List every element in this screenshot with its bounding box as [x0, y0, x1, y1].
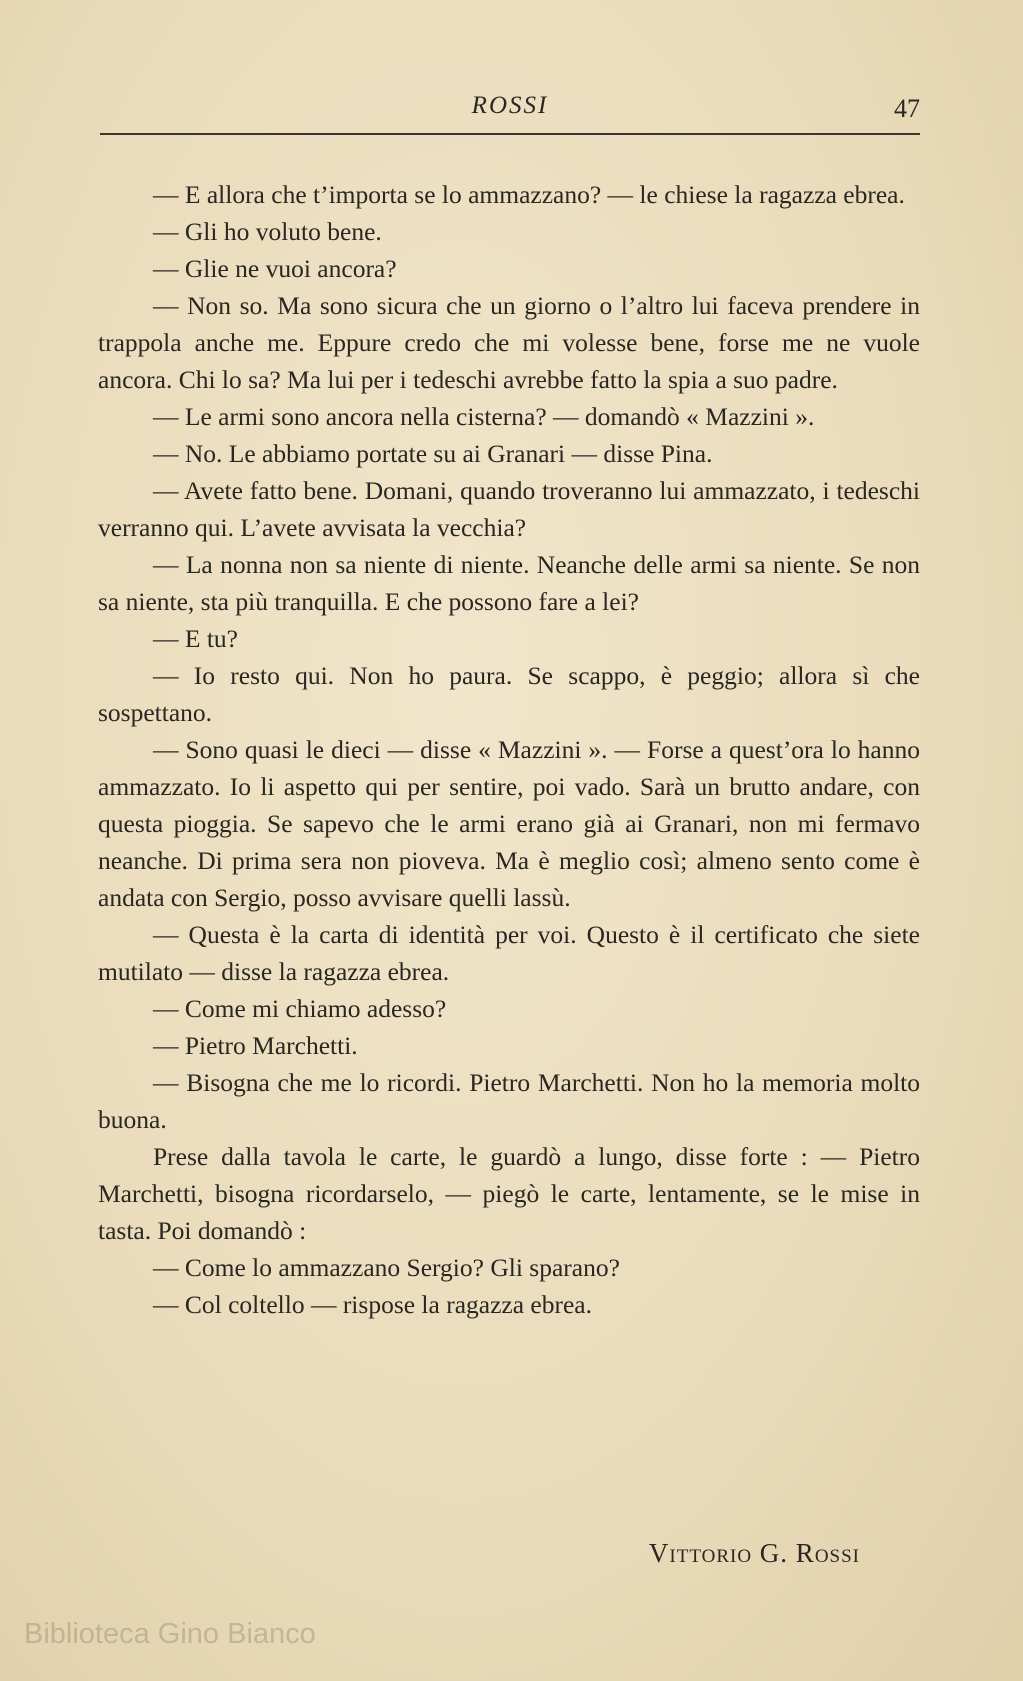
paragraph: — Col coltello — rispose la ragazza ebrea. — [153, 1290, 592, 1319]
paragraph: — Sono quasi le dieci — disse « Mazzini ». — Forse a quest’ora lo hanno ammazzato. Io li aspetto qui per sentire, poi vado. Sarà un brutto andare, con questa pioggia. Se sapevo che le armi erano già ai Granari, non mi fermavo neanche. Di prima sera non pioveva. Ma è meglio così; almeno sento come è andata con Sergio, posso avvisare quelli lassù. — [98, 735, 920, 912]
running-title: ROSSI — [471, 92, 549, 119]
paragraph: — La nonna non sa niente di niente. Neanche delle armi sa niente. Se non sa niente, sta più tranquilla. E che possono fare a lei? — [98, 550, 920, 616]
paragraph: — Bisogna che me lo ricordi. Pietro Marchetti. Non ho la memoria molto buona. — [98, 1068, 920, 1134]
page-header — [100, 90, 920, 130]
paragraph: — Le armi sono ancora nella cisterna? — domandò « Mazzini ». — [153, 402, 815, 431]
paragraph: — No. Le abbiamo portate su ai Granari — disse Pina. — [153, 439, 713, 468]
paragraph: — Avete fatto bene. Domani, quando troveranno lui ammazzato, i tedeschi verranno qui. L’avete avvisata la vecchia? — [98, 476, 920, 542]
library-watermark: Biblioteca Gino Bianco — [24, 1618, 316, 1650]
page-number: 47 — [894, 94, 920, 123]
paragraph: — E tu? — [153, 624, 238, 653]
paragraph: — Come lo ammazzano Sergio? Gli sparano? — [153, 1253, 620, 1282]
paragraph: — Io resto qui. Non ho paura. Se scappo, è peggio; allora sì che sospettano. — [98, 661, 920, 727]
body-text — [98, 176, 920, 1323]
header-rule — [100, 133, 920, 135]
paragraph: — Non so. Ma sono sicura che un giorno o l’altro lui faceva prendere in trappola anche me. Eppure credo che mi volesse bene, forse me ne vuole ancora. Chi lo sa? Ma lui per i tedeschi avrebbe fatto la spia a suo padre. — [98, 291, 920, 394]
author-signature: Vittorio G. Rossi — [648, 1538, 860, 1568]
paragraph: — Glie ne vuoi ancora? — [153, 254, 397, 283]
paragraph: — Pietro Marchetti. — [153, 1031, 358, 1060]
paragraph: Prese dalla tavola le carte, le guardò a lungo, disse forte : — Pietro Marchetti, bisogna ricordarselo, — piegò le carte, lentamente, se le mise in tasta. Poi domandò : — [98, 1142, 920, 1245]
paragraph: — Gli ho voluto bene. — [153, 217, 382, 246]
paragraph: — Questa è la carta di identità per voi. Questo è il certificato che siete mutilato — disse la ragazza ebrea. — [98, 920, 920, 986]
paragraph: — E allora che t’importa se lo ammazzano? — le chiese la ragazza ebrea. — [153, 180, 905, 209]
paragraph: — Come mi chiamo adesso? — [153, 994, 447, 1023]
